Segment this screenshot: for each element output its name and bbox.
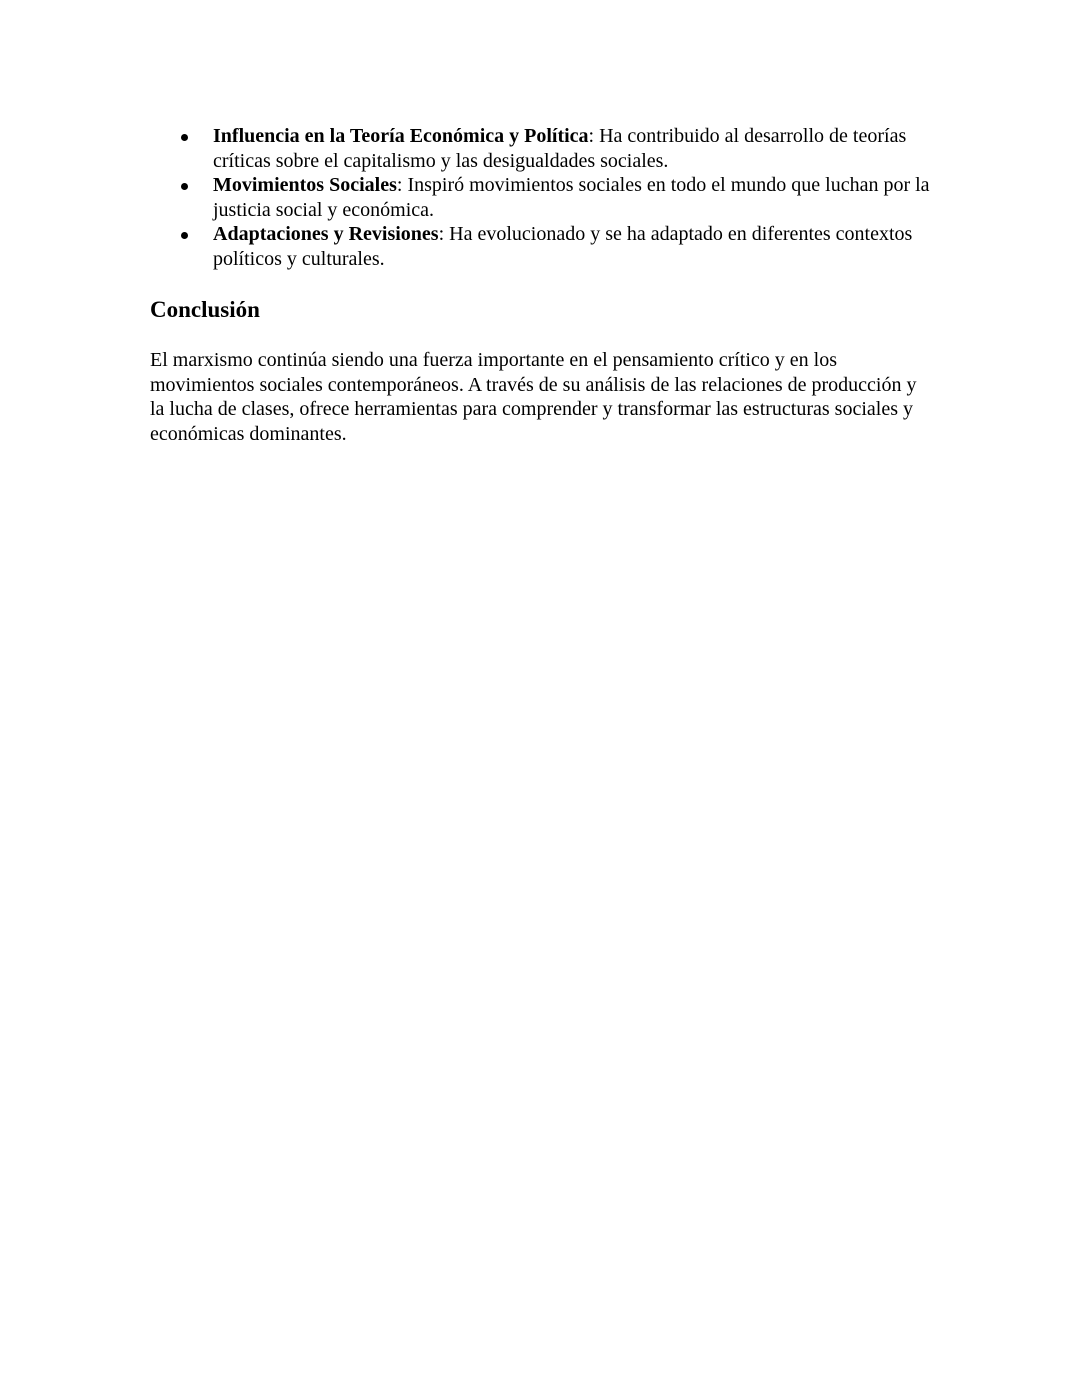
bullet-icon	[181, 134, 188, 141]
bullet-icon	[181, 183, 188, 190]
bullet-term: Movimientos Sociales	[213, 174, 397, 196]
bullet-item	[150, 222, 940, 271]
bullet-separator: :	[438, 223, 445, 245]
bullet-term: Influencia en la Teoría Económica y Política	[213, 125, 589, 147]
bullet-item	[150, 173, 940, 222]
bullet-text: Inspiró movimientos sociales en todo el mundo que luchan por la justicia social y económica.	[213, 174, 930, 221]
conclusion-paragraph: El marxismo continúa siendo una fuerza importante en el pensamiento crítico y en los movimientos sociales contemporáneos. A través de su análisis de las relaciones de producción y la lucha de clases, ofrece herramientas para comprender y transformar las estructuras sociales y económicas dominantes.	[150, 349, 917, 445]
bullet-separator: :	[588, 125, 595, 147]
bullet-list	[150, 124, 940, 271]
bullet-item	[150, 124, 940, 173]
bullet-term: Adaptaciones y Revisiones	[213, 223, 439, 245]
section-heading: Conclusión	[150, 297, 260, 322]
bullet-text: Ha evolucionado y se ha adaptado en diferentes contextos políticos y culturales.	[213, 223, 913, 270]
bullet-text: Ha contribuido al desarrollo de teorías críticas sobre el capitalismo y las desigualdades sociales.	[213, 125, 907, 172]
bullet-separator: :	[396, 174, 403, 196]
bullet-icon	[181, 232, 188, 239]
